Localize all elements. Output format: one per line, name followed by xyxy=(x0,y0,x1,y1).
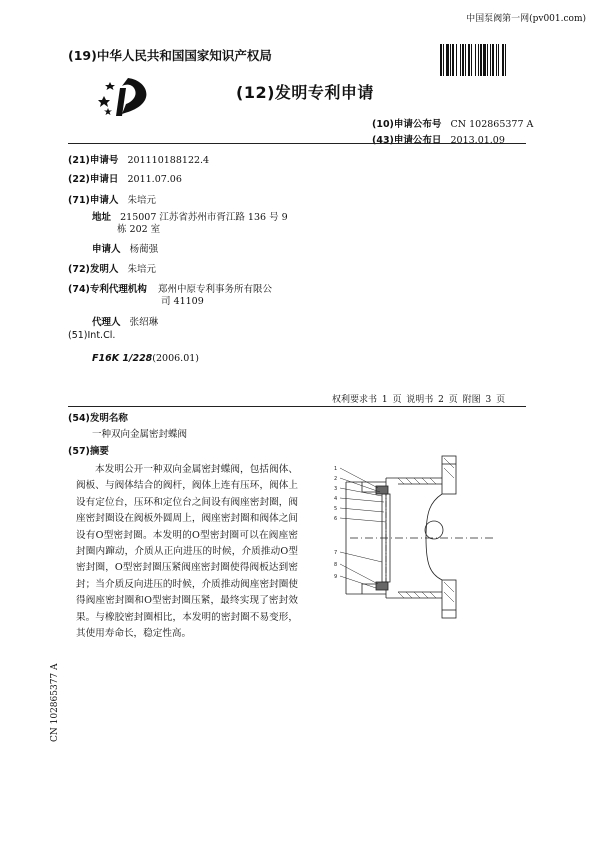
inventor-label: (72)发明人 xyxy=(68,264,119,275)
application-number xyxy=(68,148,209,167)
barcode-bar xyxy=(462,44,464,76)
publication-number-label: (10)申请公布号 xyxy=(372,119,442,130)
filing-date-value: 2011.07.06 xyxy=(127,174,182,185)
watermark: 中国泵阀第一网(pv001.com) xyxy=(466,14,586,24)
publication-number-value: CN 102865377 A xyxy=(450,119,534,130)
publication-date xyxy=(372,128,505,147)
filing-date-label: (22)申请日 xyxy=(68,174,119,185)
application-number-value: 201110188122.4 xyxy=(127,155,210,166)
ipc-classification xyxy=(92,346,199,365)
agency-label: (74)专利代理机构 xyxy=(68,284,147,295)
sipo-emblem-icon xyxy=(98,74,156,118)
header-divider xyxy=(68,143,526,144)
barcode-bar xyxy=(478,44,479,76)
barcode-bar xyxy=(452,44,454,76)
barcode-bar xyxy=(446,44,449,76)
barcode-bar xyxy=(502,44,504,76)
publication-date-label: (43)申请公布日 xyxy=(372,135,442,146)
drawing-label-6: 6 xyxy=(334,516,338,522)
application-number-label: (21)申请号 xyxy=(68,155,119,166)
barcode-bar xyxy=(475,44,476,76)
drawing-label-7: 7 xyxy=(334,550,338,556)
address-line-1: 215007 江苏省苏州市胥江路 136 号 9 xyxy=(120,212,288,223)
invention-title: 一种双向金属密封蝶阀 xyxy=(92,429,188,440)
barcode-bar xyxy=(443,44,444,76)
drawing-label-3: 3 xyxy=(334,486,338,492)
barcode-bar xyxy=(492,44,494,76)
applicant-2 xyxy=(92,237,158,256)
drawing-label-4: 4 xyxy=(334,496,338,502)
filing-date xyxy=(68,167,182,186)
side-publication-number: CN 102865377 A xyxy=(50,663,60,742)
inventor-value: 朱培元 xyxy=(127,264,157,275)
title-label: (54)发明名称 xyxy=(68,413,128,424)
agent xyxy=(92,310,158,329)
valve-drawing xyxy=(326,452,504,624)
ipc-year: (2006.01) xyxy=(152,353,199,364)
address-label: 地址 xyxy=(92,212,112,223)
barcode-bar xyxy=(505,44,506,76)
abstract-label: (57)摘要 xyxy=(68,446,109,457)
barcode-bar xyxy=(460,44,461,76)
ipc-code: F16K 1/228 xyxy=(92,353,153,364)
abstract-text: 本发明公开一种双向金属密封蝶阀，包括阀体、阀板、与阀体结合的阀杆，阀体上连有压环，阀体上设有定位台，压环和定位台之间设有阀座密封圈，阀座密封圈设在阀板外圆周上，阀座密封圈和阀体之间设有O型密封圈。本发明的O型密封圈可以在阀座密封圈内蹿动，介质从正向进压的时候，介质推动O型密封圈，O型密封圈压紧阀座密封圈使得阀板达到密封；当介质反向进压的时候，介质推动阀座密封圈使得阀座密封圈和O型密封圈压紧，最终实现了密封效果。与橡胶密封圈相比，本发明的密封圈不易变形，其使用寿命长，稳定性高。 xyxy=(76,464,298,640)
drawing-label-2: 2 xyxy=(334,476,338,482)
applicant-2-value: 杨蔺强 xyxy=(129,244,159,255)
applicant-label: (71)申请人 xyxy=(68,195,119,206)
applicant-2-label: 申请人 xyxy=(92,244,121,255)
barcode-bar xyxy=(480,44,482,76)
agency-line-2: 司 41109 xyxy=(161,296,204,307)
drawing-label-1: 1 xyxy=(334,466,338,472)
barcode-bar xyxy=(471,44,472,76)
barcode-bar xyxy=(483,44,486,76)
barcode-bar xyxy=(456,44,457,76)
applicant-value: 朱培元 xyxy=(127,195,157,206)
agent-value: 张绍琳 xyxy=(129,317,159,328)
barcode-bar xyxy=(465,44,466,76)
address-line-2: 栋 202 室 xyxy=(117,224,161,235)
drawing-label-9: 9 xyxy=(334,574,338,580)
barcode-bar xyxy=(450,44,451,76)
barcode-bar xyxy=(487,44,488,76)
page-counts: 权利要求书 1 页 说明书 2 页 附图 3 页 xyxy=(332,395,506,405)
inventor xyxy=(68,257,156,276)
drawing-label-5: 5 xyxy=(334,506,338,512)
document-type: (12)发明专利申请 xyxy=(236,83,374,102)
barcode-bar xyxy=(496,44,497,76)
publication-date-value: 2013.01.09 xyxy=(450,135,505,146)
barcode-bar xyxy=(498,44,499,76)
barcode-bar xyxy=(468,44,470,76)
barcode-icon xyxy=(440,44,526,76)
ipc-label: (51)Int.Cl. xyxy=(68,330,116,341)
agency-line-1: 郑州中原专利事务所有限公 xyxy=(158,284,273,295)
barcode-bar xyxy=(490,44,491,76)
office-name: (19)中华人民共和国国家知识产权局 xyxy=(68,48,272,63)
barcode-bar xyxy=(440,44,442,76)
agent-label: 代理人 xyxy=(92,317,121,328)
pages-divider xyxy=(68,406,526,407)
drawing-label-8: 8 xyxy=(334,562,338,568)
